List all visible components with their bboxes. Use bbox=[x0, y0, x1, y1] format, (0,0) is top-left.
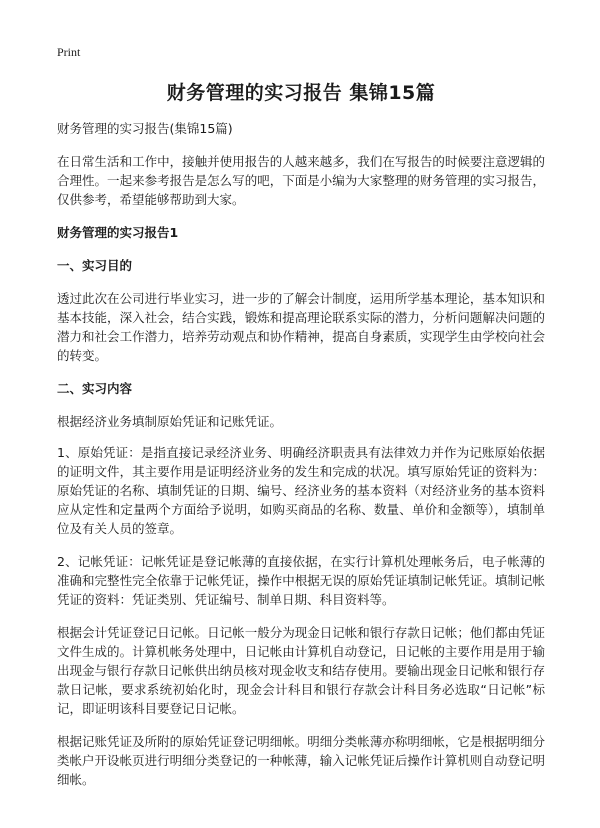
content-paragraph: 根据会计凭证登记日记帐。日记帐一般分为现金日记帐和银行存款日记帐；他们都由凭证文件生成的。计算机帐务处理中，日记帐由计算机自动登记，日记帐的主要作用是用于输出现金与银行存款日记帐供出纳员核对现金收支和结存使用。要输出现金日记帐和银行存款日记帐，要求系统初始化时，现金会计科目和银行存款会计科目务必选取“日记帐”标记，即证明该科目要登记日记帐。 bbox=[57, 625, 545, 716]
report-heading: 财务管理的实习报告1 bbox=[57, 225, 179, 240]
document-title: 财务管理的实习报告 集锦15篇 bbox=[166, 82, 436, 104]
intro-paragraph: 在日常生活和工作中，接触并使用报告的人越来越多，我们在写报告的时候要注意逻辑的合理性。一起来参考报告是怎么写的吧，下面是小编为大家整理的财务管理的实习报告，仅供参考，希望能够帮助到大家。 bbox=[57, 154, 545, 207]
content-paragraph: 1、原始凭证：是指直接记录经济业务、明确经济职责具有法律效力并作为记账原始依据的证明文件，其主要作用是证明经济业务的发生和完成的状况。填写原始凭证的资料为：原始凭证的名称、填制凭证的日期、编号、经济业务的基本资料（对经济业务的基本资料应从定性和定量两个方面给予说明，如购买商品的名称、数量、单价和金额等），填制单位及有关人员的签章。 bbox=[57, 445, 545, 536]
purpose-paragraph: 透过此次在公司进行毕业实习，进一步的了解会计制度，运用所学基本理论，基本知识和基本技能，深入社会，结合实践，锻炼和提高理论联系实际的潜力，分析问题解决问题的潜力和社会工作潜力，培养劳动观点和协作精神，提高自身素质，实现学生由学校向社会的转变。 bbox=[57, 291, 545, 363]
print-label: Print bbox=[57, 45, 81, 59]
content-paragraph: 根据经济业务填制原始凭证和记账凭证。 bbox=[57, 414, 283, 429]
document-subtitle: 财务管理的实习报告(集锦15篇) bbox=[57, 121, 233, 136]
section-heading-purpose: 一、实习目的 bbox=[57, 258, 133, 273]
content-paragraph: 2、记帐凭证：记帐凭证是登记帐薄的直接依据，在实行计算机处理帐务后，电子帐薄的准确和完整性完全依靠于记帐凭证，操作中根据无误的原始凭证填制记帐凭证。填制记帐凭证的资料：凭证类别、凭证编号、制单日期、科目资料等。 bbox=[57, 554, 545, 607]
section-heading-content: 二、实习内容 bbox=[57, 381, 133, 396]
content-paragraph: 根据记账凭证及所附的原始凭证登记明细帐。明细分类帐薄亦称明细帐，它是根据明细分类帐户开设帐页进行明细分类登记的一种帐薄，输入记帐凭证后操作计算机则自动登记明细帐。 bbox=[57, 734, 545, 787]
